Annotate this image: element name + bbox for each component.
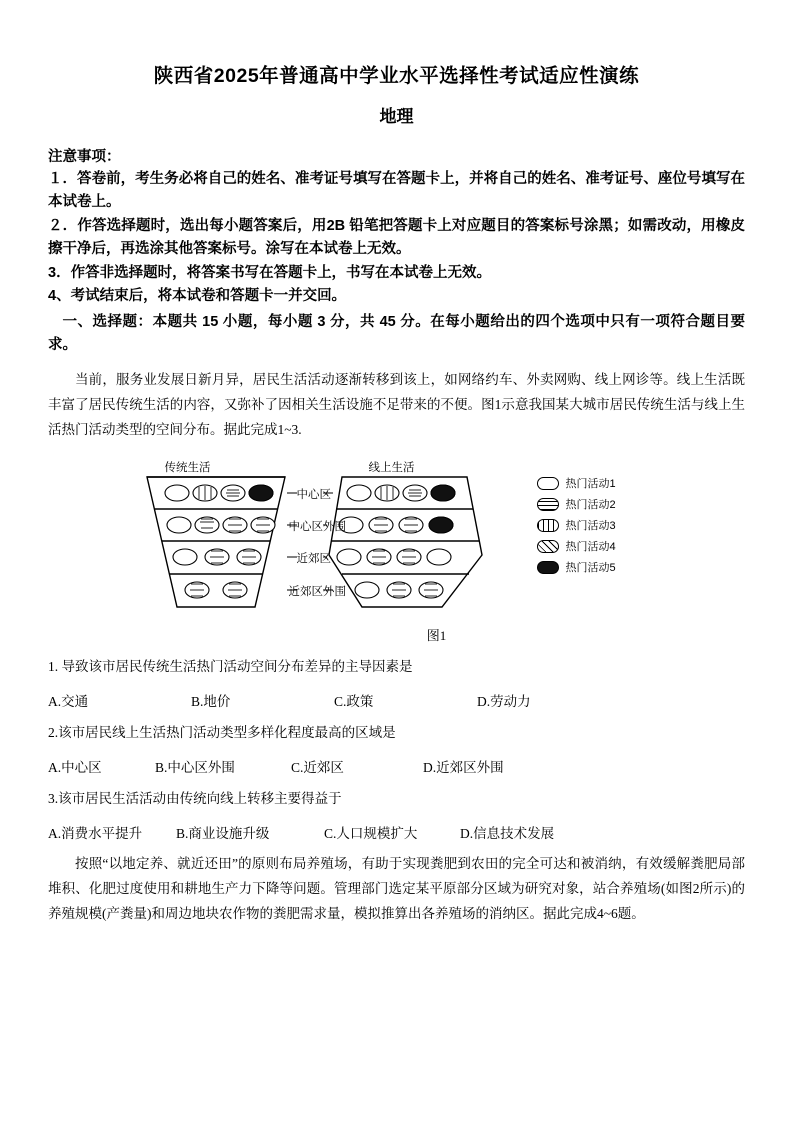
figure-1-left-title: 传统生活 (164, 461, 211, 474)
legend-item (537, 557, 616, 578)
notice-item-2: ２．作答选择题时，选出每小题答案后，用2B 铅笔把答题卡上对应题目的答案标号涂黑；如需改动，用橡皮擦干净后，再选涂其他答案标号。涂写在本试卷上无效。 (48, 217, 745, 258)
legend-swatch-1 (537, 477, 559, 490)
legend-item (537, 515, 616, 536)
legend-label-2: 热门活动2 (565, 499, 616, 512)
figure-1-zone-1: 中心区 (296, 488, 331, 501)
legend-swatch-4 (537, 540, 559, 553)
legend-label-4: 热门活动4 (565, 541, 616, 554)
question-3-stem: 3.该市居民生活活动由传统向线上转移主要得益于 (48, 790, 342, 806)
figure-1-right-title: 线上生活 (368, 461, 415, 474)
figure-1-zone-3: 近郊区 (296, 552, 331, 565)
legend-swatch-2 (537, 498, 559, 511)
option-1-b[interactable]: B.地价 (191, 693, 231, 709)
option-1-c[interactable]: C.政策 (334, 693, 374, 709)
notice-item-3: 3．作答非选择题时，将答案书写在答题卡上，书写在本试卷上无效。 (48, 264, 492, 281)
option-3-a[interactable]: A.消费水平提升 (48, 825, 143, 841)
option-1-a[interactable]: A.交通 (48, 693, 89, 709)
legend-label-3: 热门活动3 (565, 520, 616, 533)
option-2-a[interactable]: A.中心区 (48, 759, 102, 775)
question-1-options (48, 690, 745, 710)
legend-item (537, 536, 616, 557)
legend-item (537, 473, 616, 494)
option-3-d[interactable]: D.信息技术发展 (460, 825, 555, 841)
question-2-stem: 2.该市居民线上生活热门活动类型多样化程度最高的区域是 (48, 724, 396, 740)
figure-1-zone-4: 近郊区外围 (288, 585, 346, 598)
notice-item-4: 4、考试结束后，将本试卷和答题卡一并交回。 (48, 288, 347, 305)
notice-item-1: １．答卷前，考生务必将自己的姓名、准考证号填写在答题卡上，并将自己的姓名、准考证号、座位号填写在本试卷上。 (48, 171, 745, 211)
subject-title: 地理 (379, 107, 414, 126)
passage-1: 当前，服务业发展日新月异，居民生活活动逐渐转移到该上，如网络约车、外卖网购、线上网诊等。线上生活既丰富了居民传统生活的内容，又弥补了因相关生活设施不足带来的不便。图1示意我国某大城市居民传统生活与线上生活热门活动类型的空间分布。据此完成1~3. (48, 371, 745, 437)
legend-swatch-3 (537, 519, 559, 532)
question-2-options (48, 756, 745, 776)
figure-1-zone-2: 中心区外围 (288, 520, 346, 533)
figure-1-legend (537, 473, 616, 578)
figure-1-caption: 图1 (426, 627, 447, 643)
passage-2: 按照“以地定养、就近还田”的原则布局养殖场，有助于实现粪肥到农田的完全可达和被消纳，有效缓解粪肥局部堆积、化肥过度使用和耕地生产力下降等问题。管理部门选定某平原部分区域为研究对象，站合养殖场(如图2所示)的养殖规模(产粪量)和周边地块农作物的粪肥需求量，模拟推算出各养殖场的消纳区。据此完成4~6题。 (48, 855, 745, 921)
legend-swatch-5 (537, 561, 559, 574)
option-2-c[interactable]: C.近郊区 (291, 759, 344, 775)
question-1-stem: 1. 导致该市居民传统生活热门活动空间分布差异的主导因素是 (48, 658, 413, 674)
page-title: 陕西省2025年普通高中学业水平选择性考试适应性演练 (153, 65, 640, 87)
option-2-b[interactable]: B.中心区外围 (155, 759, 235, 775)
section-heading: 一、选择题：本题共 15 小题，每小题 3 分，共 45 分。在每小题给出的四个选项中只有一项符合题目要求。 (48, 313, 745, 354)
question-3-options (48, 822, 745, 842)
figure-1-graphic (137, 459, 657, 619)
notice-heading: 注意事项： (48, 149, 121, 165)
option-1-d[interactable]: D.劳动力 (477, 693, 531, 709)
figure-1 (48, 459, 745, 644)
option-3-c[interactable]: C.人口规模扩大 (324, 825, 418, 841)
legend-item (537, 494, 616, 515)
option-2-d[interactable]: D.近郊区外围 (423, 759, 504, 775)
legend-label-5: 热门活动5 (565, 562, 616, 575)
legend-label-1: 热门活动1 (565, 478, 616, 491)
option-3-b[interactable]: B.商业设施升级 (176, 825, 270, 841)
